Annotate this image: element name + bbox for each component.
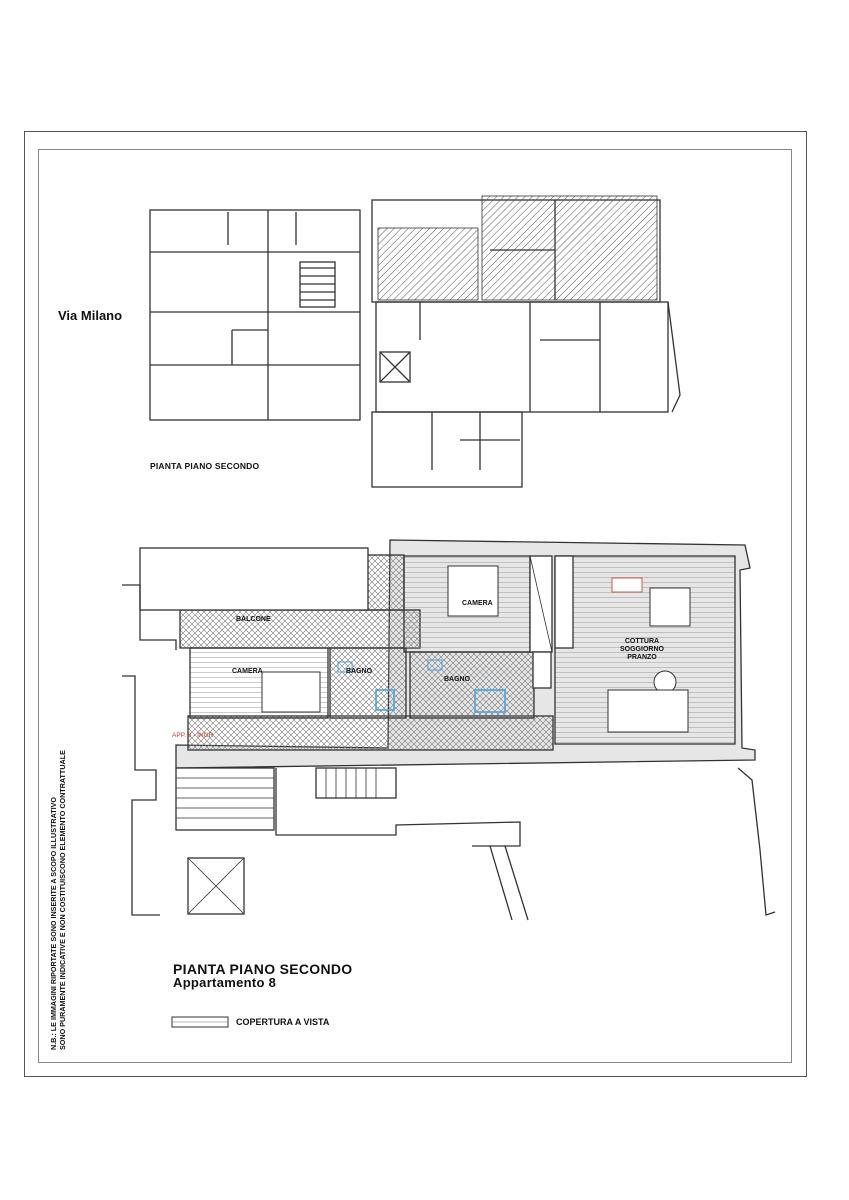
room-label-living (620, 638, 664, 662)
main-floor-plan (122, 540, 775, 920)
sofa (608, 690, 688, 732)
bed-2 (448, 566, 498, 616)
main-plan-title: PIANTA PIANO SECONDO (173, 961, 353, 977)
stairs-left (176, 768, 274, 830)
legend-label: COPERTURA A VISTA (236, 1017, 330, 1027)
street-label: Via Milano (58, 308, 123, 323)
balcony-area (180, 610, 420, 648)
upper-left-room (140, 548, 368, 610)
top-left-block (150, 210, 360, 420)
disclaimer-line-2: SONO PURAMENTE INDICATIVE E NON COSTITUISCONO ELEMENTO CONTRATTUALE (58, 750, 67, 1050)
top-plan-title: PIANTA PIANO SECONDO (150, 461, 260, 471)
room-label-camera-1: CAMERA (232, 668, 263, 675)
room-label-soggiorno: SOGGIORNO (620, 646, 664, 653)
bed-1 (262, 672, 320, 712)
main-plan-subtitle: Appartamento 8 (173, 975, 277, 990)
disclaimer-line-1: N.B.: LE IMMAGINI RIPORTATE SONO INSERITE A SCOPO ILLUSTRATIVO (49, 796, 58, 1050)
dining-table (650, 588, 690, 626)
room-label-bagno-1: BAGNO (346, 668, 373, 675)
disclaimer-note (49, 650, 67, 1050)
room-label-cottura: COTTURA (624, 638, 660, 645)
top-floor-plan (150, 196, 680, 487)
entry-corridor (188, 716, 553, 750)
room-label-bagno-2: BAGNO (444, 676, 471, 683)
room-label-camera-2: CAMERA (462, 600, 493, 607)
room-label-pranzo: PRANZO (627, 654, 657, 661)
bathroom-2 (410, 652, 534, 718)
room-label-balcone: BALCONE (236, 616, 271, 623)
entry-label: APP. 8 - INGR. (172, 732, 216, 739)
